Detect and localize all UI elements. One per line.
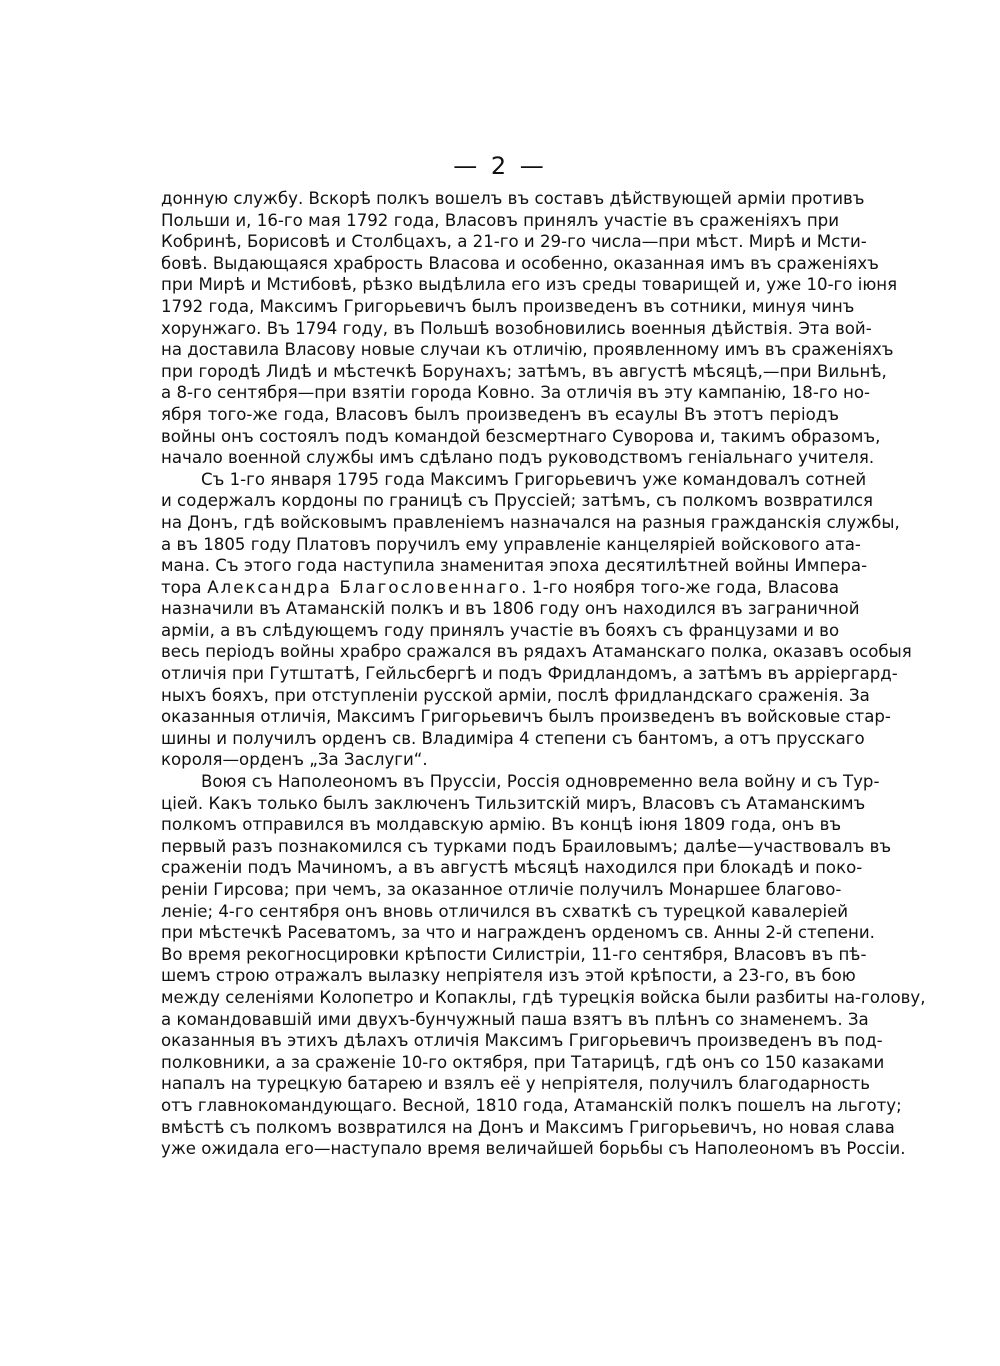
text-line: арміи, а въ слѣдующемъ году принялъ участіе въ бояхъ съ французами и во — [161, 620, 840, 640]
text-line: а въ 1805 году Платовъ поручилъ ему управленіе канцеляріей войскового ата- — [161, 534, 861, 554]
text-line: Кобринѣ, Борисовѣ и Столбцахъ, а 21-го и 29-го числа—при мѣст. Мирѣ и Мсти- — [161, 232, 867, 252]
text-line: полковники, а за сраженіе 10-го октября, при Татарицѣ, гдѣ онъ со 150 казаками — [161, 1052, 885, 1072]
text-line: хорунжаго. Въ 1794 году, въ Польшѣ возобновились военныя дѣйствія. Эта вой- — [161, 318, 872, 338]
text-line: на доставила Власову новые случаи къ отличію, проявленному имъ въ сраженіяхъ — [161, 340, 894, 360]
text-run: . 1-го ноября того-же года, Власова — [521, 577, 839, 597]
text-line: на Донъ, гдѣ войсковымъ правленіемъ назначался на разныя гражданскія службы, — [161, 512, 900, 532]
text-line: весь періодъ войны храбро сражался въ рядахъ Атаманскаго полка, оказавъ особыя — [161, 642, 912, 662]
text-line: Во время рекогносцировки крѣпости Силистріи, 11-го сентября, Власовъ въ пѣ- — [161, 944, 867, 964]
text-line: а 8-го сентября—при взятіи города Ковно. За отличія въ эту кампанію, 18-го но- — [161, 383, 870, 403]
text-line: короля—орденъ „За Заслуги“. — [161, 750, 428, 770]
paragraph-2 — [161, 469, 912, 771]
text-line: и содержалъ кордоны по границѣ съ Пруссіей; затѣмъ, съ полкомъ возвратился — [161, 491, 873, 511]
text-line: начало военной службы имъ сдѣлано подъ руководствомъ геніальнаго учителя. — [161, 448, 875, 468]
text-line: бовѣ. Выдающаяся храбрость Власова и особенно, оказанная имъ въ сраженіяхъ — [161, 253, 879, 273]
text-line: леніе; 4-го сентября онъ вновь отличился въ схваткѣ съ турецкой кавалеріей — [161, 901, 849, 921]
text-line: реніи Гирсова; при чемъ, за оказанное отличіе получилъ Монаршее благово- — [161, 880, 842, 899]
text-line: 1792 года, Максимъ Григорьевичъ былъ произведенъ въ сотники, минуя чинъ — [161, 296, 855, 316]
text-line: при городѣ Лидѣ и мѣстечкѣ Борунахъ; затѣмъ, въ августѣ мѣсяцѣ,—при Вильнѣ, — [161, 361, 887, 381]
text-line: донную службу. Вскорѣ полкъ вошелъ въ составъ дѣйствующей арміи противъ — [161, 189, 865, 208]
text-line: сраженіи подъ Мачиномъ, а въ августѣ мѣсяцѣ находился при блокадѣ и поко- — [161, 858, 863, 878]
text-line: войны онъ состоялъ подъ командой безсмертнаго Суворова и, такимъ образомъ, — [161, 426, 881, 446]
text-line: между селеніями Колопетро и Копаклы, гдѣ турецкія войска были разбиты на-голову, — [161, 987, 926, 1007]
text-line: при Мирѣ и Мстибовѣ, рѣзко выдѣлила его изъ среды товарищей и, уже 10-го іюня — [161, 275, 898, 295]
text-line: полкомъ отправился въ молдавскую армію. Въ концѣ іюня 1809 года, онъ въ — [161, 815, 842, 835]
text-line: отъ главнокомандующаго. Весной, 1810 года, Атаманскій полкъ пошелъ на льготу; — [161, 1095, 902, 1115]
text-line: а командовавшій ими двухъ-бунчужный паша взятъ въ плѣнъ со знаменемъ. За — [161, 1009, 869, 1029]
text-line: назначили въ Атаманскій полкъ и въ 1806 году онъ находился въ заграничной — [161, 599, 860, 619]
text-line — [161, 577, 839, 599]
text-line: Съ 1-го января 1795 года Максимъ Григорьевичъ уже командовалъ сотней — [201, 469, 867, 489]
text-line: вмѣстѣ съ полкомъ возвратился на Донъ и Максимъ Григорьевичъ, но новая слава — [161, 1117, 895, 1137]
text-line: мана. Съ этого года наступила знаменитая эпоха десятилѣтней войны Импера- — [161, 556, 868, 576]
text-line: оказанныя въ этихъ дѣлахъ отличія Максимъ Григорьевичъ произведенъ въ под- — [161, 1031, 883, 1051]
text-line: Польши и, 16-го мая 1792 года, Власовъ принялъ участіе въ сраженіяхъ при — [161, 210, 839, 230]
paragraph-1 — [161, 188, 898, 469]
text-line: ныхъ бояхъ, при отступленіи русской арміи, послѣ фридландскаго сраженія. За — [161, 685, 870, 705]
page-number: — 2 — — [453, 152, 547, 180]
text-line: шины и получилъ орденъ св. Владиміра 4 степени съ бантомъ, а отъ прусскаго — [161, 728, 865, 748]
text-line: ціей. Какъ только былъ заключенъ Тильзитскій миръ, Власовъ съ Атаманскимъ — [161, 793, 866, 813]
text-line: оказанныя отличія, Максимъ Григорьевичъ былъ произведенъ въ войсковые стар- — [161, 707, 891, 727]
text-line: при мѣстечкѣ Расеватомъ, за что и награжденъ орденомъ св. Анны 2-й степени. — [161, 923, 875, 943]
text-line: напалъ на турецкую батарею и взялъ её у непріятеля, получилъ благодарность — [161, 1074, 871, 1094]
body-text — [161, 188, 926, 1160]
spaced-emperor-name: Александра Благословеннаго — [207, 577, 522, 597]
text-line: отличія при Гутштатѣ, Гейльсбергѣ и подъ Фридландомъ, а затѣмъ въ арріергард- — [161, 664, 898, 684]
paragraph-3 — [161, 771, 926, 1160]
text-line: уже ожидала его—наступало время величайшей борьбы съ Наполеономъ въ Россіи. — [161, 1139, 906, 1159]
text-line: Воюя съ Наполеономъ въ Пруссіи, Россія одновременно вела войну и съ Тур- — [201, 772, 880, 792]
text-line: шемъ строю отражалъ вылазку непріятеля изъ этой крѣпости, а 23-го, въ бою — [161, 966, 856, 986]
text-line: первый разъ познакомился съ турками подъ Браиловымъ; далѣе—участвовалъ въ — [161, 836, 892, 856]
text-run: тора — [161, 577, 208, 597]
text-line: ября того-же года, Власовъ былъ произведенъ въ есаулы Въ этотъ періодъ — [161, 404, 839, 424]
